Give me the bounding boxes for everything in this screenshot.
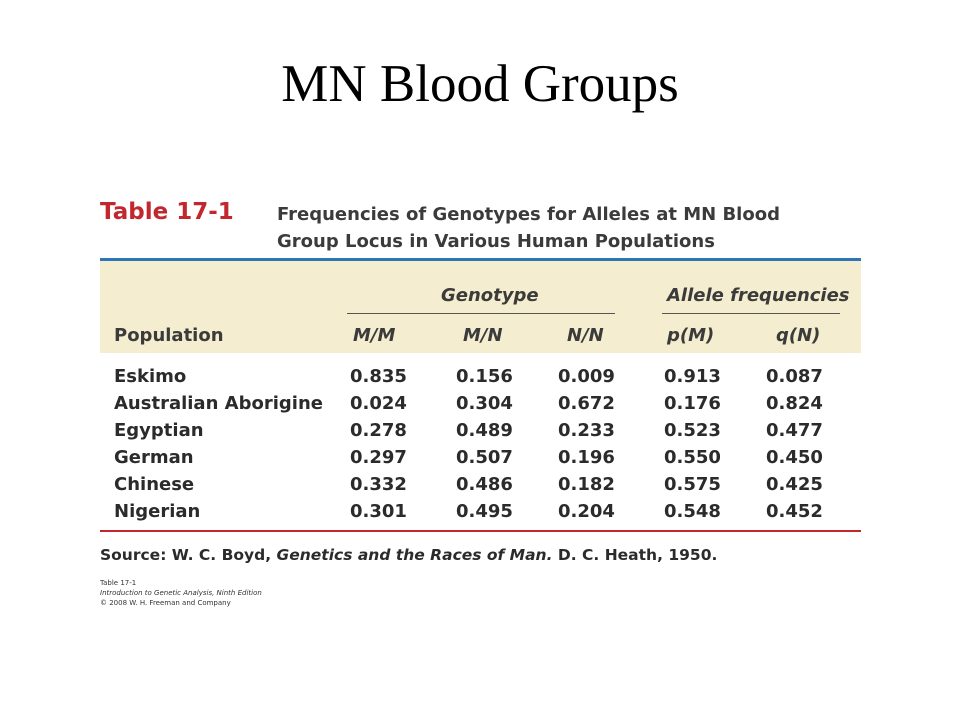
cell-mn: 0.486 xyxy=(456,474,513,495)
column-header-qn: q(N) xyxy=(776,325,821,346)
cell-nn: 0.196 xyxy=(558,447,615,468)
cell-mm: 0.297 xyxy=(350,447,407,468)
cell-mm: 0.835 xyxy=(350,366,407,387)
credit-copyright: © 2008 W. H. Freeman and Company xyxy=(100,599,231,607)
credit-table-number: Table 17-1 xyxy=(100,579,137,587)
cell-pm: 0.913 xyxy=(664,366,721,387)
cell-qn: 0.450 xyxy=(766,447,823,468)
caption-line: Frequencies of Genotypes for Alleles at MN Blood xyxy=(277,204,780,225)
cell-population: Nigerian xyxy=(114,501,201,522)
cell-mm: 0.278 xyxy=(350,420,407,441)
slide-title: MN Blood Groups xyxy=(281,55,679,113)
cell-nn: 0.233 xyxy=(558,420,615,441)
source-work-title: Genetics and the Races of Man. xyxy=(276,546,553,564)
cell-mm: 0.024 xyxy=(350,393,407,414)
cell-mm: 0.301 xyxy=(350,501,407,522)
cell-qn: 0.824 xyxy=(766,393,823,414)
cell-nn: 0.204 xyxy=(558,501,615,522)
cell-population: Egyptian xyxy=(114,420,204,441)
column-header-nn: N/N xyxy=(567,325,604,346)
cell-qn: 0.477 xyxy=(766,420,823,441)
cell-nn: 0.672 xyxy=(558,393,615,414)
allele-group-header: Allele frequencies xyxy=(667,285,850,306)
figure-credits xyxy=(100,578,262,608)
source-author: W. C. Boyd, xyxy=(166,546,277,564)
cell-qn: 0.087 xyxy=(766,366,823,387)
cell-population: Eskimo xyxy=(114,366,187,387)
cell-population: Chinese xyxy=(114,474,195,495)
cell-mn: 0.507 xyxy=(456,447,513,468)
source-label: Source: xyxy=(100,546,167,564)
table-source xyxy=(100,546,717,564)
cell-qn: 0.452 xyxy=(766,501,823,522)
column-header-population: Population xyxy=(114,325,224,346)
cell-mn: 0.304 xyxy=(456,393,513,414)
cell-pm: 0.575 xyxy=(664,474,721,495)
cell-mm: 0.332 xyxy=(350,474,407,495)
cell-population: German xyxy=(114,447,194,468)
table-number: Table 17-1 xyxy=(100,199,234,225)
table-caption xyxy=(277,201,837,255)
table-bottom-rule xyxy=(100,530,861,532)
allele-group-rule xyxy=(662,313,840,314)
credit-book-title: Introduction to Genetic Analysis, Ninth Edition xyxy=(100,589,262,597)
source-publisher: D. C. Heath, 1950. xyxy=(552,546,718,564)
cell-mn: 0.495 xyxy=(456,501,513,522)
caption-line: Group Locus in Various Human Populations xyxy=(277,231,715,252)
genotype-group-header: Genotype xyxy=(441,285,539,306)
column-header-pm: p(M) xyxy=(667,325,715,346)
column-header-mm: M/M xyxy=(353,325,396,346)
cell-mn: 0.489 xyxy=(456,420,513,441)
cell-pm: 0.550 xyxy=(664,447,721,468)
cell-nn: 0.009 xyxy=(558,366,615,387)
cell-nn: 0.182 xyxy=(558,474,615,495)
cell-pm: 0.523 xyxy=(664,420,721,441)
cell-mn: 0.156 xyxy=(456,366,513,387)
cell-pm: 0.548 xyxy=(664,501,721,522)
cell-population: Australian Aborigine xyxy=(114,393,323,414)
column-header-mn: M/N xyxy=(463,325,503,346)
cell-qn: 0.425 xyxy=(766,474,823,495)
genotype-group-rule xyxy=(347,313,615,314)
cell-pm: 0.176 xyxy=(664,393,721,414)
